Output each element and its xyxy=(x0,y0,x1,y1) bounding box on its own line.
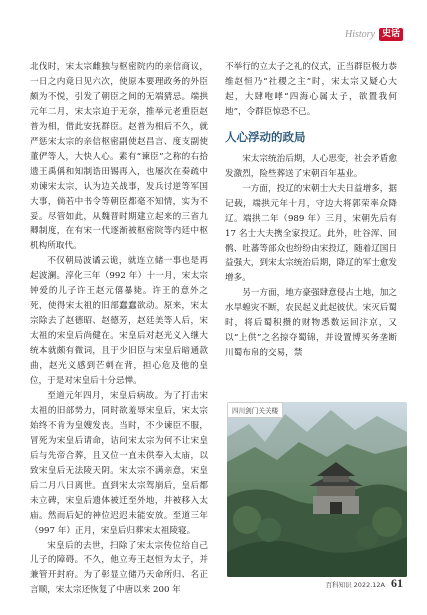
page-header xyxy=(345,28,403,41)
journal-name: 百科知识 2022.12A xyxy=(325,581,385,589)
right-paragraph: 不举行的立太子之礼的仪式，正当群臣极力恭维赵恒乃“社稷之主”时，宋太宗又疑心大起，大肆咆哮“四海心属太子，欲置我何地”，令群臣惊恐不已。 xyxy=(225,62,397,117)
page-footer xyxy=(326,576,403,591)
left-paragraph: 宋皇后的去世，扫除了宋太宗传位给自己儿子的障碍。不久，他立寿王赵恒为太子，并兼管开封府。为了彰显立储乃天命所归、名正言顺，宋太宗还恢复了中唐以来 200 年 xyxy=(30,540,208,596)
photo-caption: 四川剑门关关楼 xyxy=(227,402,283,418)
page-number: 61 xyxy=(391,576,403,590)
left-paragraph: 北伐时，宋太宗雌独与枢密院内的亲信商议，一日之内竟日见六次，使原本要理政务的外臣颇为不悦，引发了朝臣之间的无端猜忌。端拱元年二月，宋太宗迫于无奈，推举元老重臣赵普为相，借此安抚群臣。赵普为相后不久，就严惩宋太宗的亲信枢密副使赵昌言、度支副使董俨等人，大快人心。素有“谏臣”之称的右拾遗王禹偁和知制诰田锡再入，也屡次在奏疏中劝谏宋太宗，认为边关战事，发兵讨逆等军国大事，倘若中书令等朝臣都毫不知情，实为不妥。尽管如此，从魏晋时期建立起来的三省九卿制度，在有宋一代逐渐被枢密院等内廷中枢机构所取代。 xyxy=(30,62,208,252)
left-paragraph: 至道元年四月，宋皇后病故。为了打击宋太祖的旧部势力，同时欲羞辱宋皇后，宋太宗始终不肯为皇嫂发丧。当时，不少谏臣不服，冒死为宋皇后请命，诘问宋太宗为何不让宋皇后与先帝合葬，且又位一直未供奉入太庙，以致宋皇后无法陵天阴。宋太宗不满亲意，宋皇后二月八日离世。直到宋太宗驾崩后，皇后都未立碑，宋皇后遗体被迁至外地，并被移入太庙。然而后妃的神位迟迟未能安放。至道三年（997 年）正月，宋皇后归葬宋太祖陵寝。 xyxy=(30,390,208,536)
right-paragraph: 宋太宗统治后期，人心思变，社会矛盾愈发激烈，险些葬送了宋朝百年基业。 xyxy=(225,153,397,179)
right-paragraph: 一方面，投辽的宋朝士大夫日益增多，据记载，端拱元年十月，守边大将郭荣率众降辽。端拱二年（989 年）三月，宋朝先后有 17 名士大夫携全家投辽。此外，吐谷浑、回鹘、吐蕃等部众也纷纷由宋投辽，随着辽国日益强大，到宋太宗统治后期，降辽的军士愈发增多。 xyxy=(225,183,397,284)
photo-illustration xyxy=(227,402,407,577)
left-column xyxy=(30,60,208,598)
section-badge: 史话 xyxy=(379,28,403,41)
right-paragraph: 另一方面，地方豪强肆意侵占土地，加之水旱蝗灾不断，农民起义此起彼伏。宋灭后蜀时，将后蜀积攒的财物悉数运回汴京，又以“上供”之名掠夺蜀锦，并设置博买务垄断川蜀布帛的交易，禁 xyxy=(225,288,397,359)
left-paragraph: 不仅朝局波谲云诡，就连立储一事也是再起波澜。淳化三年（992 年）十一月，宋太宗钟爱的儿子许王赵元僖暴毙。许王的意外之死，使得宋太祖的旧部蠢蠢欲动。原来，宋太宗除去了赵德昭、赵德芳，赵廷美等人后，宋太祖的宋皇后尚健在。宋皇后对赵光义入继大统本就颇有微词，且于少旧臣与宋皇后暗通款曲，赵光义感到芒刺在背，担心危及他的皇位，于是对宋皇后十分忌惮。 xyxy=(30,256,208,387)
section-title: 人心浮动的政局 xyxy=(225,129,306,144)
section-label-en: History xyxy=(344,29,375,40)
photo-jianmen-pass xyxy=(227,402,407,577)
right-column xyxy=(225,60,397,361)
